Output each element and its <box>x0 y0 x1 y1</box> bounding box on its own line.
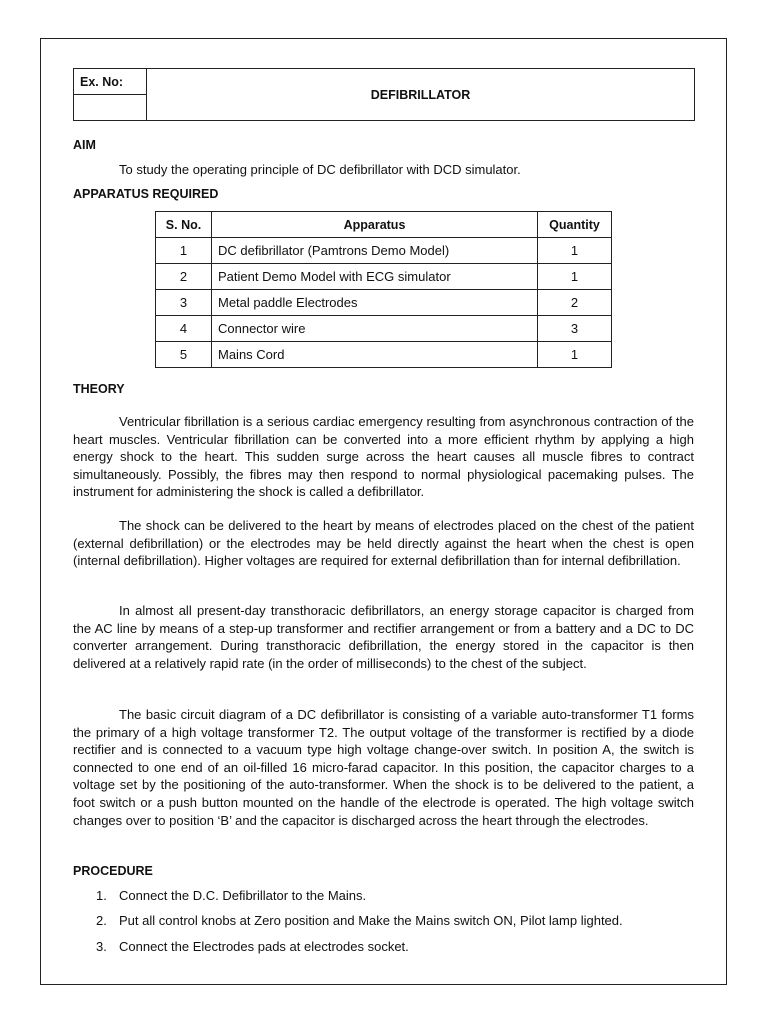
theory-paragraph: The shock can be delivered to the heart by means of electrodes placed on the chest of the patient (external defibrillation) or the electrodes may be held directly against the heart when the chest is open (internal defibrillation). Higher voltages are required for external defibrillation than for internal defibrillation. <box>73 518 694 569</box>
apparatus-cell: DC defibrillator (Pamtrons Demo Model) <box>212 238 538 264</box>
table-row <box>156 238 612 264</box>
column-header: Apparatus <box>212 212 538 238</box>
document-title: DEFIBRILLATOR <box>370 88 471 102</box>
sno-cell: 4 <box>156 316 212 342</box>
theory-paragraph: In almost all present-day transthoracic defibrillators, an energy storage capacitor is charged from the AC line by means of a step-up transformer and rectifier arrangement or from a battery and a DC to DC converter arrangement. During transthoracic defibrillation, the energy stored in the capacitor is then delivered at a relatively rapid rate (in the order of milliseconds) to the chest of the subject. <box>73 603 694 671</box>
step-number: 1. <box>96 888 107 903</box>
quantity-cell: 1 <box>538 264 612 290</box>
column-header: Quantity <box>538 212 612 238</box>
procedure-step <box>96 888 366 903</box>
procedure-step <box>96 913 623 928</box>
apparatus-heading: APPARATUS REQUIRED <box>73 187 219 201</box>
sno-cell: 1 <box>156 238 212 264</box>
step-number: 2. <box>96 913 107 928</box>
ex-no-value <box>74 95 147 121</box>
procedure-heading: PROCEDURE <box>73 864 153 878</box>
sno-cell: 3 <box>156 290 212 316</box>
apparatus-cell: Connector wire <box>212 316 538 342</box>
aim-text: To study the operating principle of DC defibrillator with DCD simulator. <box>119 162 521 177</box>
table-row <box>156 290 612 316</box>
column-header: S. No. <box>156 212 212 238</box>
quantity-cell: 1 <box>538 342 612 368</box>
apparatus-cell: Metal paddle Electrodes <box>212 290 538 316</box>
aim-heading: AIM <box>73 138 96 152</box>
procedure-step <box>96 939 409 954</box>
step-text: Connect the Electrodes pads at electrodes socket. <box>119 939 409 954</box>
theory-paragraph: The basic circuit diagram of a DC defibrillator is consisting of a variable auto-transformer T1 forms the primary of a high voltage transformer T2. The output voltage of the transformer is rectified by a diode rectifier and is connected to a vacuum type high voltage change-over switch. In position A, the switch is connected to one end of an oil-filled 16 micro-farad capacitor. In this position, the capacitor charges to a voltage set by the positioning of the auto-transformer. When the shock is to be delivered to the patient, a foot switch or a push button mounted on the handle of the electrode is operated. The high voltage switch changes over to position ‘B’ and the capacitor is discharged across the heart through the electrodes. <box>73 707 694 828</box>
step-text: Put all control knobs at Zero position and Make the Mains switch ON, Pilot lamp lighted. <box>119 913 623 928</box>
table-row <box>156 342 612 368</box>
apparatus-table <box>155 211 612 368</box>
header-table <box>73 68 695 121</box>
quantity-cell: 3 <box>538 316 612 342</box>
quantity-cell: 1 <box>538 238 612 264</box>
quantity-cell: 2 <box>538 290 612 316</box>
sno-cell: 2 <box>156 264 212 290</box>
step-number: 3. <box>96 939 107 954</box>
step-text: Connect the D.C. Defibrillator to the Mains. <box>119 888 367 903</box>
ex-no-label: Ex. No: <box>74 69 147 95</box>
apparatus-cell: Mains Cord <box>212 342 538 368</box>
table-header-row <box>156 212 612 238</box>
table-row <box>156 264 612 290</box>
page-border <box>40 38 727 985</box>
theory-paragraph: Ventricular fibrillation is a serious cardiac emergency resulting from asynchronous contraction of the heart muscles. Ventricular fibrillation can be converted into a more efficient rhythm by applying a high energy shock to the heart. This sudden surge across the heart causes all muscle fibres to contract simultaneously. Possibly, the fibres may then respond to normal physiological pacemaking pulses. The instrument for administering the shock is called a defibrillator. <box>73 414 694 500</box>
table-row <box>156 316 612 342</box>
apparatus-cell: Patient Demo Model with ECG simulator <box>212 264 538 290</box>
theory-heading: THEORY <box>73 382 125 396</box>
sno-cell: 5 <box>156 342 212 368</box>
